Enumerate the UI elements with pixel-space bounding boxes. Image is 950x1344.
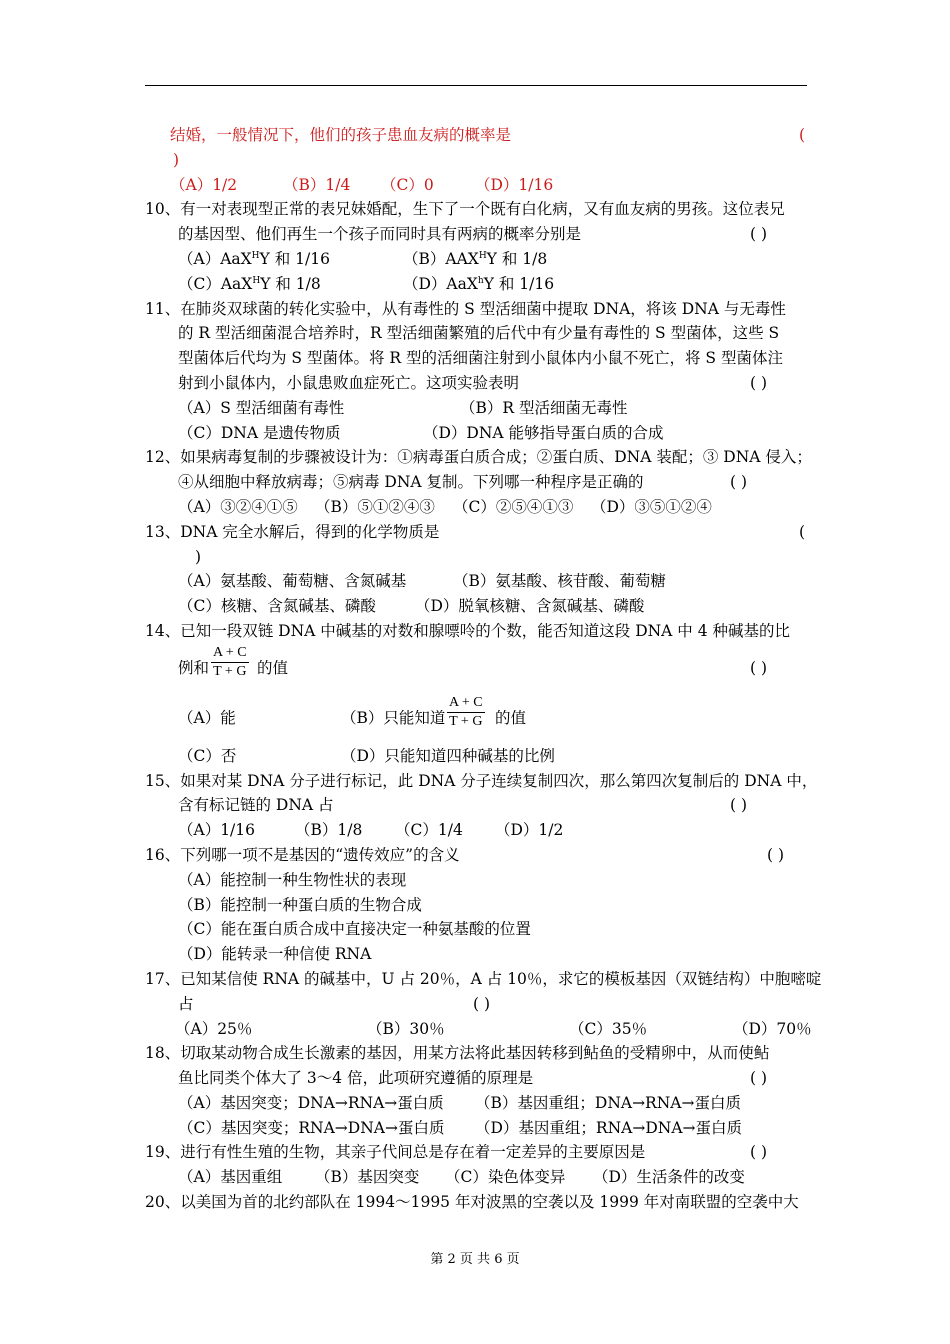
option-a: （A）③②④①⑤ <box>178 497 298 516</box>
question-11-text: 型菌体后代均为 S 型菌体。将 R 型的活细菌注射到小鼠体内小鼠不死亡，将 S 型菌体注 <box>178 349 783 368</box>
option-a: （A）基因重组 <box>178 1168 283 1187</box>
question-20-text: 20、以美国为首的北约部队在 1994～1995 年对波黑的空袭以及 1999 年对南联盟的空袭中大 <box>145 1193 799 1212</box>
option-c: （C）DNA 是遗传物质 <box>178 423 341 442</box>
answer-paren: ( ) <box>750 1069 768 1088</box>
question-10-line <box>145 197 810 222</box>
question-12-options <box>145 495 810 520</box>
answer-paren: ( ) <box>750 225 768 244</box>
question-11-options <box>145 396 810 421</box>
question-11-text: 的 R 型活细菌混合培养时，R 型活细菌繁殖的后代中有少量有毒性的 S 型菌体，这些 S <box>178 324 780 343</box>
question-14-text: 例和 <box>178 658 210 677</box>
option-d: （D）1/2 <box>495 821 564 840</box>
question-10-text: 10、有一对表现型正常的表兄妹婚配，生下了一个既有白化病，又有血友病的男孩。这位表兄 <box>145 200 785 219</box>
option-d: （D）DNA 能够指导蛋白质的合成 <box>423 423 664 442</box>
question-12-text: ④从细胞中释放病毒；⑤病毒 DNA 复制。下列哪一种程序是正确的 <box>178 473 644 492</box>
option-b: （B）1/4 <box>283 175 351 194</box>
question-18-text: 鱼比同类个体大了 3～4 倍，此项研究遵循的原理是 <box>178 1069 534 1088</box>
answer-paren: ( ) <box>750 373 768 392</box>
question-14-line <box>145 619 810 644</box>
option-d: （D）AaX$^h$Y 和 1/16 <box>403 274 555 293</box>
option-a: （A）25％ <box>175 1019 253 1038</box>
option-d: （D）70％ <box>733 1019 812 1038</box>
option-b: （B）氨基酸、核苷酸、葡萄糖 <box>453 572 666 591</box>
option-c: （C）35％ <box>569 1019 648 1038</box>
option-b: （B）基因重组；DNA→RNA→蛋白质 <box>475 1093 741 1112</box>
option-d: （D）1/16 <box>475 175 554 194</box>
question-19-line <box>145 1140 810 1165</box>
option-b: （B）基因突变 <box>315 1168 420 1187</box>
question-10-line <box>145 222 810 247</box>
question-13-text: 13、DNA 完全水解后，得到的化学物质是 <box>145 522 440 541</box>
answer-paren: ( ) <box>473 994 491 1013</box>
question-12-line <box>145 470 810 495</box>
question-16-text: 16、下列哪一项不是基因的“遗传效应”的含义 <box>145 845 460 864</box>
option-c: （C）1/4 <box>395 821 463 840</box>
question-17-text: 占 <box>178 994 194 1013</box>
option-d: （D）脱氧核糖、含氮碱基、磷酸 <box>415 597 645 616</box>
question-19-options <box>145 1165 810 1190</box>
answer-paren-open: ( <box>799 126 806 144</box>
question-18-options <box>145 1091 810 1116</box>
question-13-options <box>145 569 810 594</box>
question-11-options <box>145 421 810 446</box>
question-15-text: 含有标记链的 DNA 占 <box>178 796 334 815</box>
question-14-text: 的值 <box>257 658 289 677</box>
question-10-options <box>145 247 810 272</box>
question-12-text: 12、如果病毒复制的步骤被设计为：①病毒蛋白质合成；②蛋白质、DNA 装配；③ DNA 侵入； <box>145 448 812 467</box>
question-15-text: 15、如果对某 DNA 分子进行标记，此 DNA 分子连续复制四次，那么第四次复制后的 DNA 中， <box>145 771 818 790</box>
question-15-line <box>145 793 810 818</box>
question-10-text: 的基因型、他们再生一个孩子而同时具有两病的概率分别是 <box>178 225 582 244</box>
header-rule <box>145 85 807 86</box>
option-c: （C）染色体变异 <box>445 1168 566 1187</box>
option-a: （A）能控制一种生物性状的表现 <box>178 870 407 889</box>
option-c: （C）AaX$^H$Y 和 1/8 <box>178 274 321 293</box>
option-d: （D）③⑤①②④ <box>591 497 712 516</box>
answer-paren: ( ) <box>730 473 748 492</box>
question-18-text: 18、切取某动物合成生长激素的基因，用某方法将此基因转移到鲇鱼的受精卵中，从而使鲇 <box>145 1044 770 1063</box>
question-11-text: 11、在肺炎双球菌的转化实验中，从有毒性的 S 型活细菌中提取 DNA，将该 DNA 与无毒性 <box>145 299 786 318</box>
question-13-line <box>145 520 810 545</box>
option-c: （C）核糖、含氮碱基、磷酸 <box>178 597 376 616</box>
option-b-suffix: 的值 <box>495 708 527 727</box>
question-11-line <box>145 321 810 346</box>
answer-paren: ( ) <box>750 1143 768 1162</box>
option-c: （C）0 <box>381 175 434 194</box>
option-a: （A）能 <box>178 708 236 727</box>
question-list <box>145 123 822 1215</box>
question-13-line <box>145 545 810 570</box>
question-14-options <box>145 744 810 769</box>
question-17-line <box>145 992 810 1017</box>
question-9-line <box>145 148 810 173</box>
question-11-line <box>145 371 810 396</box>
option-a: （A）氨基酸、葡萄糖、含氮碱基 <box>178 572 407 591</box>
question-11-text: 射到小鼠体内，小鼠患败血症死亡。这项实验表明 <box>178 373 520 392</box>
question-14-line <box>145 644 810 694</box>
option-b: （B）能控制一种蛋白质的生物合成 <box>178 895 422 914</box>
option-a: （A）基因突变；DNA→RNA→蛋白质 <box>178 1093 444 1112</box>
option-b: （B）1/8 <box>295 821 363 840</box>
option-a: （A）S 型活细菌有毒性 <box>178 398 345 417</box>
option-d: （D）基因重组；RNA→DNA→蛋白质 <box>475 1118 743 1137</box>
option-b: $(B)AAX^HY$ 和 1/8 <box>403 249 548 268</box>
answer-paren: ( ) <box>767 845 785 864</box>
question-19-text: 19、进行有性生殖的生物，其亲子代间总是存在着一定差异的主要原因是 <box>145 1143 646 1162</box>
answer-paren: ( ) <box>750 658 768 677</box>
option-b-label: （B）只能知道 <box>341 708 446 727</box>
question-18-line <box>145 1041 810 1066</box>
question-15-options <box>145 818 810 843</box>
question-11-line <box>145 297 810 322</box>
option-d: （D）只能知道四种碱基的比例 <box>341 746 555 765</box>
question-15-line <box>145 769 818 794</box>
question-17-options <box>145 1017 810 1042</box>
option-b: （B）30％ <box>367 1019 445 1038</box>
question-11-line <box>145 346 810 371</box>
question-9-options <box>145 173 810 198</box>
question-17-line <box>145 967 822 992</box>
option-c: （C）否 <box>178 746 237 765</box>
question-18-line <box>145 1066 810 1091</box>
question-9-line <box>145 123 810 148</box>
option-c: （C）能在蛋白质合成中直接决定一种氨基酸的位置 <box>178 920 531 939</box>
ratio-fraction: $\frac{A + C}{T + G}$ <box>449 694 483 729</box>
question-9-text: 结婚，一般情况下，他们的孩子患血友病的概率是 <box>170 126 512 144</box>
option-b: （B）⑤①②④③ <box>315 497 435 516</box>
page-footer: 第 2 页 共 6 页 <box>430 1252 520 1267</box>
question-18-options <box>145 1116 810 1141</box>
question-14-text: 14、已知一段双链 DNA 中碱基的对数和腺嘌呤的个数，能否知道这段 DNA 中 4 种碱基的比 <box>145 621 791 640</box>
answer-paren-open: ( <box>799 522 806 541</box>
option-a: （A）AaX$^H$Y 和 1/16 <box>178 249 330 268</box>
question-17-text: 17、已知某信使 RNA 的碱基中，U 占 20％，A 占 10％，求它的模板基因（双链结构）中胞嘧啶 <box>145 969 822 988</box>
option-d: （D）能转录一种信使 RNA <box>178 945 372 964</box>
question-14-options <box>145 694 810 744</box>
question-16-line <box>145 843 810 868</box>
question-13-options <box>145 594 810 619</box>
option-c: （C）②⑤④①③ <box>453 497 574 516</box>
answer-paren-close: ) <box>195 547 202 566</box>
answer-paren-close: ) <box>173 150 180 169</box>
question-12-line <box>145 445 810 470</box>
option-a: （A）1/16 <box>178 821 256 840</box>
option-a: （A）1/2 <box>170 175 238 194</box>
ratio-fraction: $\frac{A + C}{T + G}$ <box>213 644 247 679</box>
option-c: （C）基因突变；RNA→DNA→蛋白质 <box>178 1118 445 1137</box>
question-20-line <box>145 1190 810 1215</box>
question-10-options <box>145 272 810 297</box>
option-d: （D）生活条件的改变 <box>593 1168 745 1187</box>
answer-paren: ( ) <box>730 796 748 815</box>
option-b: （B）R 型活细菌无毒性 <box>460 398 628 417</box>
